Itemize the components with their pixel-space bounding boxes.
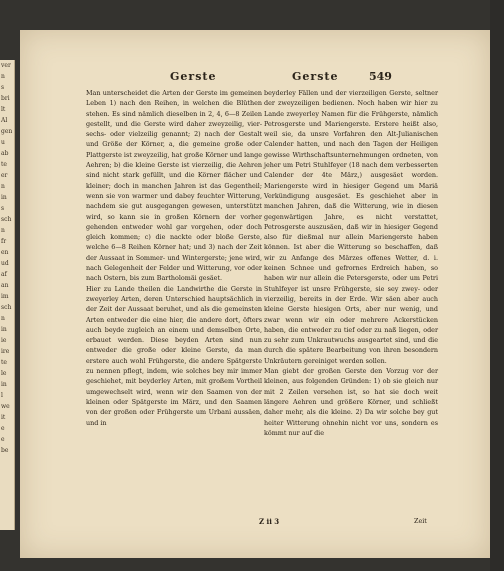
paragraph: Man unterscheidet die Arten der Gerste im gemeinen Leben 1) nach den Reihen, in welchen die Blüthen stehen. Es sind nämlich dieselben in 2, 4, 6—8 Zeilen gestellt, und die Gerste wird daher zweyzeilig, vier- sechs- oder vielzeilig genannt; 2) nach der Gestalt und Größe der Körner, a, die gemeine große oder Plattgerste ist zweyzeilig, hat große Körner und lange Aehren; b) die kleine Gerste ist vierzeilig, die Aehren sind nicht stark gefüllt, und die Körner flächer und kleiner; doch in manchen Jahren ist das Gegentheil; wenn sie von warmer und dabey feuchter Witterung, nachdem sie gut ausgegangen gewesen, unterstützt wird, so kann sie in großen Körnern der vorher gehenden entweder wohl gar vorgehen, oder doch gleich kommen; c) die nackte oder bloße Gerste, welche 6—8 Reihen Körner hat; und 3) nach der Zeit der Aussaat in Sommer- und Wintergerste; jene wird, nach Gelegenheit der Felder und Witterung, vor oder nach Ostern, bis zum Bartholomäi gesäet. bbox=[86, 89, 262, 283]
margin-fragment: u bbox=[1, 139, 5, 146]
margin-fragment: e bbox=[1, 436, 5, 443]
margin-fragment: im bbox=[1, 293, 9, 300]
margin-fragment: we bbox=[1, 403, 10, 410]
margin-fragment: n bbox=[1, 73, 5, 80]
margin-fragment: be bbox=[1, 447, 9, 454]
margin-fragment: en bbox=[1, 249, 9, 256]
margin-fragment: Al bbox=[1, 117, 8, 124]
margin-fragment: an bbox=[1, 282, 9, 289]
running-head-left: Gerste bbox=[170, 70, 217, 83]
margin-fragment: it bbox=[1, 414, 6, 421]
margin-fragment: ire bbox=[1, 348, 10, 355]
margin-fragment: er bbox=[1, 172, 8, 179]
margin-fragment: in bbox=[1, 326, 7, 333]
text-column-left bbox=[86, 88, 262, 428]
margin-fragment: ud bbox=[1, 260, 9, 267]
margin-fragment: sch bbox=[1, 304, 12, 311]
margin-fragment: n bbox=[1, 227, 5, 234]
paragraph: Hier zu Lande theilen die Landwirthe die Gerste in zweyerley Arten, deren Unterschied hauptsächlich in der Zeit der Aussaat beruhet, und als die gemeinsten Arten entweder die eine hier, die andere dort, öfters auch beyde zugleich an einem und demselben Orte, erbauet werden. Diese beyden Arten sind nun entweder die große oder kleine Gerste, da man erstere auch wohl Frühgerste, die andere Spätgerste zu nennen pflegt, indem, wie solches bey mir immer geschiehet, mit beyderley Arten, mit großem Vortheil umgewechselt wird, wenn wir den Saamen von der kleinen oder Spätgerste im März, und den Saamen von der großen oder Frühgerste um Urbani aussäen, und in bbox=[86, 284, 262, 427]
margin-fragment: gen bbox=[1, 128, 13, 135]
margin-fragment: in bbox=[1, 194, 7, 201]
scan-edge-strip bbox=[490, 0, 504, 571]
running-head-right: Gerste bbox=[292, 70, 339, 83]
paragraph: beyderley Fällen und der vierzeiligen Gerste, seltner der zweyzeiligen bedienen. Noch haben wir hier zu Lande zweyerley Namen für die Frühgerste, nämlich Petrosgerste und Mariengerste. Erstere heißt also, weil sie, da unsre Vorfahren den Alt-Julianischen Calender hatten, und nach den Tagen der Heiligen gewisse Wirthschaftsunternehmungen ordneten, von jeher um Petri Stuhlfeyer (18 nach dem verbesserten Calender der 4te März,) ausgesäet worden. Mariengerste wird in hiesiger Gegend um Mariä Verkündigung ausgesäet. Es geschiehet aber in manchen Jahren, daß die Witterung, wie in diesen gegenwärtigen Jahre, es nicht verstattet, Petrosgerste auszusäen, daß wir in hiesiger Gegend also für dießmal nur allein Mariengerste haben können. Ist aber die Witterung so beschaffen, daß wir zu Anfange des Märzes offenes Wetter, d. i. keinen Schnee und gefrornes Erdreich haben, so haben wir nur allein die Petersgerste, oder um Petri Stuhlfeyer ist unsre Frühgerste, sie sey zwey- oder vierzeilig, bereits in der Erde. Wir säen aber auch kleine Gerste hiesigen Orts, aber nur wenig, und zwar wenn wir ein oder mehrere Ackerstücken haben, die entweder zu tief oder zu naß liegen, oder zu sehr zum Unkrautwuchs ausgeartet sind, und die durch die spätere Bearbeitung von ihren besondern Unkräutern gereiniget werden sollen. bbox=[264, 89, 438, 365]
margin-fragment: ab bbox=[1, 150, 9, 157]
margin-fragment: in bbox=[1, 381, 7, 388]
margin-fragment: fr bbox=[1, 238, 7, 245]
margin-fragment: bri bbox=[1, 95, 10, 102]
book-page bbox=[20, 30, 490, 558]
margin-fragment: e bbox=[1, 425, 5, 432]
adjacent-page-edge bbox=[0, 60, 15, 530]
margin-fragment: s bbox=[1, 205, 5, 212]
signature-mark: Z ii 3 bbox=[259, 517, 280, 526]
margin-fragment: l bbox=[1, 392, 3, 399]
text-column-right bbox=[264, 88, 438, 438]
margin-fragment: af bbox=[1, 271, 7, 278]
margin-fragment: n bbox=[1, 315, 5, 322]
margin-fragment: te bbox=[1, 161, 7, 168]
paragraph: Man giebt der großen Gerste den Vorzug vor der kleinen, aus folgenden Gründen: 1) ob sie gleich nur mit 2 Zeilen versehen ist, so hat sie doch weit längere Aehren und größere Körner, und schließt daher mehr, als die kleine. 2) Da wir solche bey gut heiter Witterung ohnehin nicht vor uns, sondern es kömmt nur auf die bbox=[264, 367, 438, 437]
margin-fragment: lt bbox=[1, 106, 6, 113]
margin-fragment: ie bbox=[1, 337, 7, 344]
catchword: Zeit bbox=[414, 517, 427, 525]
page-number: 549 bbox=[369, 70, 392, 83]
margin-fragment: le bbox=[1, 370, 7, 377]
margin-fragment: sch bbox=[1, 216, 12, 223]
margin-fragment: s bbox=[1, 84, 5, 91]
margin-fragment: te bbox=[1, 359, 7, 366]
margin-fragment: n bbox=[1, 183, 5, 190]
margin-fragment: ver bbox=[1, 62, 11, 69]
